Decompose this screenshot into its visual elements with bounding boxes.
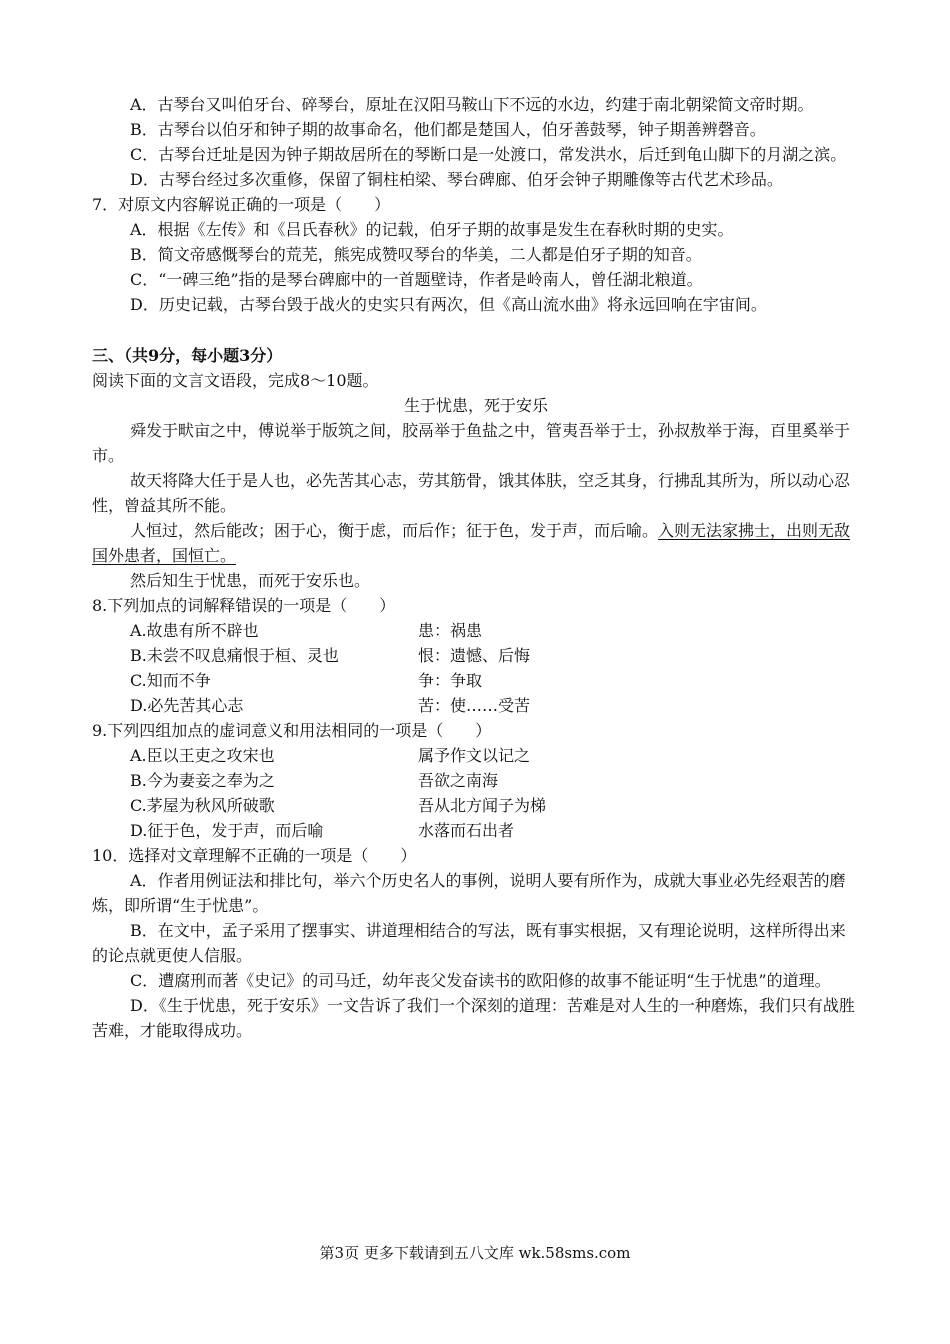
q8-row-a	[92, 618, 860, 643]
q8-item-b: B.未尝不叹息痛恨于桓、灵也	[130, 646, 339, 665]
q8-gloss-d: 苦：使……受苦	[418, 696, 531, 715]
q9-row-d	[92, 818, 860, 843]
q7-option-b: B．简文帝感慨琴台的荒芜，熊宪成赞叹琴台的华美，二人都是伯牙子期的知音。	[130, 245, 702, 264]
q8-item-c: C.知而不争	[130, 671, 211, 690]
q8-row-b	[92, 643, 860, 668]
q6-option-d: D．古琴台经过多次重修，保留了铜柱柏梁、琴台碑廊、伯牙会钟子期雕像等古代艺术珍品。	[130, 170, 783, 189]
q8-row-c	[92, 668, 860, 693]
q6-option-a: A．古琴台又叫伯牙台、碎琴台，原址在汉阳马鞍山下不远的水边，约建于南北朝梁简文帝时期。	[130, 95, 814, 114]
q8-gloss-b: 恨：遗憾、后悔	[418, 646, 531, 665]
q7-option-a: A．根据《左传》和《吕氏春秋》的记载，伯牙子期的故事是发生在春秋时期的史实。	[130, 220, 734, 239]
q7-option-c: C．“一碑三绝”指的是琴台碑廊中的一首题壁诗，作者是岭南人，曾任湖北粮道。	[130, 270, 703, 289]
passage-paragraph-4: 然后知生于忧患，而死于安乐也。	[130, 571, 371, 590]
passage-paragraph-3-text: 人恒过，然后能改；困于心，衡于虑，而后作；征于色，发于声，而后喻。	[130, 521, 659, 540]
underlined-sentence: 入则无法家拂士，出则无敌国外患者，国恒亡。	[92, 521, 851, 565]
section-instruction: 阅读下面的文言文语段，完成8～10题。	[92, 371, 379, 390]
q6-option-c: C．古琴台迁址是因为钟子期故居所在的琴断口是一处渡口，常发洪水，后迁到龟山脚下的月湖之滨。	[130, 145, 847, 164]
q9-item-c: C.茅屋为秋风所破歌	[130, 796, 275, 815]
q9-pair-c: 吾从北方闻子为梯	[418, 796, 547, 815]
q9-item-d: D.征于色，发于声，而后喻	[130, 821, 324, 840]
section-heading: 三、（共9分，每小题3分）	[92, 346, 283, 365]
page-footer: 第3页 更多下载请到五八文库 wk.58sms.com	[319, 1244, 631, 1262]
q10-option-a: A．作者用例证法和排比句，举六个历史名人的事例，说明人要有所作为，成就大事业必先经艰苦的磨炼，即所谓“生于忧患”。	[92, 871, 846, 915]
passage-paragraph-1: 舜发于畎亩之中，傅说举于版筑之间，胶鬲举于鱼盐之中，管夷吾举于士，孙叔敖举于海，百里奚举于市。	[92, 421, 851, 465]
q7-option-d: D．历史记载，古琴台毁于战火的史实只有两次，但《高山流水曲》将永远回响在宇宙间。	[130, 295, 767, 314]
q9-row-b	[92, 768, 860, 793]
q8-item-d: D.必先苦其心志	[130, 696, 244, 715]
q10-stem: 10．选择对文章理解不正确的一项是（ ）	[92, 846, 417, 865]
q9-row-a	[92, 743, 860, 768]
document-page	[92, 92, 860, 1043]
q10-option-c: C．遭腐刑而著《史记》的司马迁，幼年丧父发奋读书的欧阳修的故事不能证明“生于忧患”的道理。	[130, 971, 831, 990]
q9-item-a: A.臣以王吏之攻宋也	[130, 746, 275, 765]
q9-pair-d: 水落而石出者	[418, 821, 515, 840]
q6-option-b: B．古琴台以伯牙和钟子期的故事命名，他们都是楚国人，伯牙善鼓琴，钟子期善辨磬音。	[130, 120, 766, 139]
q9-item-b: B.今为妻妾之奉为之	[130, 771, 275, 790]
q9-pair-b: 吾欲之南海	[418, 771, 499, 790]
q9-stem: 9.下列四组加点的虚词意义和用法相同的一项是（ ）	[92, 721, 492, 740]
q8-item-a: A.故患有所不辟也	[130, 621, 259, 640]
q10-option-d: D．《生于忧患，死于安乐》一文告诉了我们一个深刻的道理：苦难是对人生的一种磨炼，我们只有战胜苦难，才能取得成功。	[92, 996, 855, 1040]
spacer	[92, 317, 860, 343]
q8-gloss-c: 争：争取	[418, 671, 483, 690]
q9-row-c	[92, 793, 860, 818]
q8-gloss-a: 患：祸患	[418, 621, 483, 640]
q7-stem: 7．对原文内容解说正确的一项是（ ）	[92, 195, 391, 214]
passage-paragraph-3	[92, 518, 860, 568]
q9-pair-a: 属予作文以记之	[418, 746, 531, 765]
q8-row-d	[92, 693, 860, 718]
passage-title: 生于忧患，死于安乐	[403, 396, 548, 415]
q10-option-b: B．在文中，孟子采用了摆事实、讲道理相结合的写法，既有事实根据，又有理论说明，这样所得出来的论点就更使人信服。	[92, 921, 846, 965]
passage-paragraph-2: 故天将降大任于是人也，必先苦其心志，劳其筋骨，饿其体肤，空乏其身，行拂乱其所为，所以动心忍性，曾益其所不能。	[92, 471, 851, 515]
q8-stem: 8.下列加点的词解释错误的一项是（ ）	[92, 596, 396, 615]
